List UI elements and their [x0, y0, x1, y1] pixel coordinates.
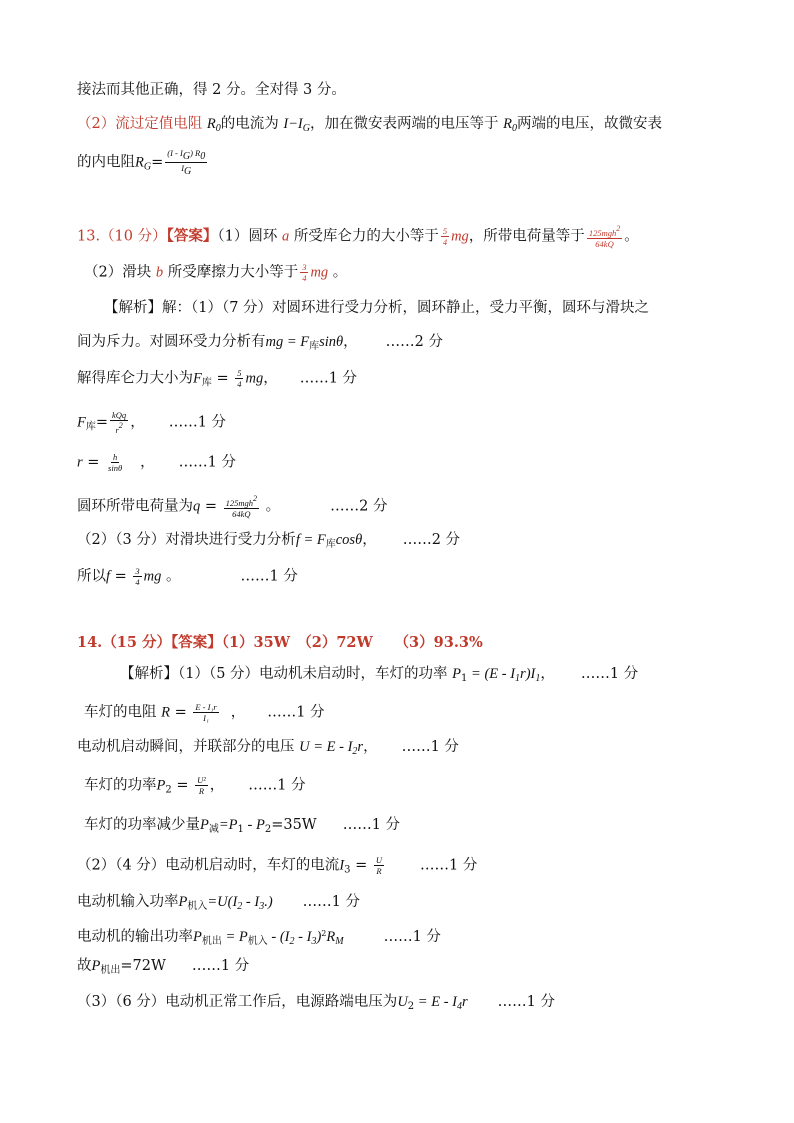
q13-analysis-8: 所以f = $\frac{3}{4}$ mg 。 ……1 分: [77, 566, 298, 587]
q14-analysis-6: （2）（4 分）电动机启动时，车灯的电流$I_3$ = $\frac{U}{R}$ ……1 分: [77, 855, 478, 876]
fraction: $\frac{U}{R}$: [375, 855, 383, 876]
fraction: $\frac{5}{4}$: [237, 368, 242, 389]
q13-answer-2: （2）滑块 b 所受摩擦力大小等于 $\frac{3}{4}$ mg 。: [84, 262, 348, 283]
q13-analysis-3: 解得库仑力大小为$F_库$ = $\frac{5}{4}$ mg， ……1 分: [77, 368, 358, 389]
q14-analysis-5: 车灯的功率减少量$P_减=P_1 - P_2=35W$ ……1 分: [84, 817, 401, 835]
fraction: $\frac{3}{4}$: [302, 262, 307, 283]
fraction: $\frac{\text{kQq}}{r2}$: [112, 410, 127, 435]
text-line: （2）流过定值电阻 $R_0$的电流为 $I-I_G$，加在微安表两端的电压等于 $R_0$两端的电压，故微安表: [77, 116, 662, 134]
q14-analysis-1: 【解析】（1）（5 分）电动机未启动时，车灯的功率 $P_1 = (E - I_1r)I_1$， ……1 分: [120, 666, 639, 684]
fraction: $\frac{\text{E - I₁r}}{\text{I₁}}$: [195, 702, 217, 723]
q14-analysis-3: 电动机启动瞬间，并联部分的电压 $U = E - I_2r$， ……1 分: [77, 739, 459, 757]
q13-analysis-4: $F_库=$ $\frac{\text{kQq}}{r2}$ ， ……1 分: [77, 410, 227, 435]
fraction: $\frac{3}{4}$: [135, 566, 140, 587]
q13-analysis-6: 圆环所带电荷量为q = $\frac{\text{125mgh2}}{64kQ}$ 。 ……2 分: [77, 494, 388, 519]
fraction: $\frac{h}{\sin\theta}$: [108, 452, 123, 473]
text-line: 接法而其他正确，得 2 分。全对得 3 分。: [77, 82, 346, 98]
fraction: $\frac{\text{U²}}{R}$: [197, 775, 206, 796]
q14-analysis-9: 故$P_{机出}=72W$ ……1 分: [77, 958, 250, 976]
q14-analysis-7: 电动机输入功率$P_{机入}=U(I_2 - I_3.)$ ……1 分: [77, 894, 361, 912]
fraction: $\frac{5}{4}$: [442, 226, 448, 247]
fraction: $\frac{\text{125mgh2}}{64kQ}$: [588, 224, 621, 249]
q14-analysis-2: 车灯的电阻 R = $\frac{\text{E - I₁r}}{\text{I₁}}$ ， ……1 分: [84, 702, 325, 723]
q13-analysis-1: 【解析】解：（1）（7 分）对圆环进行受力分析，圆环静止，受力平衡，圆环与滑块之: [104, 300, 650, 316]
q14-analysis-8: 电动机的输出功率$P_{机出} = P_{机入} - (I_2 - I_3)^2R_M$ ……1 分: [77, 929, 441, 947]
q14-analysis-10: （3）（6 分）电动机正常工作后，电源路端电压为$U_2 = E - I_4r$ ……1 分: [77, 994, 555, 1012]
q13-analysis-2: 间为斥力。对圆环受力分析有mg = $F_库\sin\theta$， ……2 分: [77, 334, 444, 352]
q13-analysis-7: （2）（3 分）对滑块进行受力分析$f = F_库\cos\theta$， ……2 分: [77, 532, 461, 550]
q13-analysis-5: r = $\frac{h}{\sin\theta}$ ， ……1 分: [77, 452, 236, 473]
fraction: $\frac{(I - IG) R0}{IG}$: [167, 148, 206, 177]
q14-analysis-4: 车灯的功率$P_2$ = $\frac{\text{U²}}{R}$ ， ……1 分: [84, 775, 306, 796]
fraction: $\frac{\text{125mgh2}}{64kQ}$: [225, 494, 258, 519]
q14-answer: 14.（15 分）【答案】（1）35W （2）72W （3）93.3%: [77, 634, 483, 651]
q13-answer-1: 13.（10 分）【答案】（1）圆环 a 所受库仑力的大小等于 $\frac{5}{4}$ mg，所带电荷量等于 $\frac{\text{125mgh2}}{64kQ}$ 。: [77, 224, 639, 249]
text-line: 的内电阻$R_G=$ $\frac{(I - IG) R0}{IG}$: [77, 148, 206, 177]
